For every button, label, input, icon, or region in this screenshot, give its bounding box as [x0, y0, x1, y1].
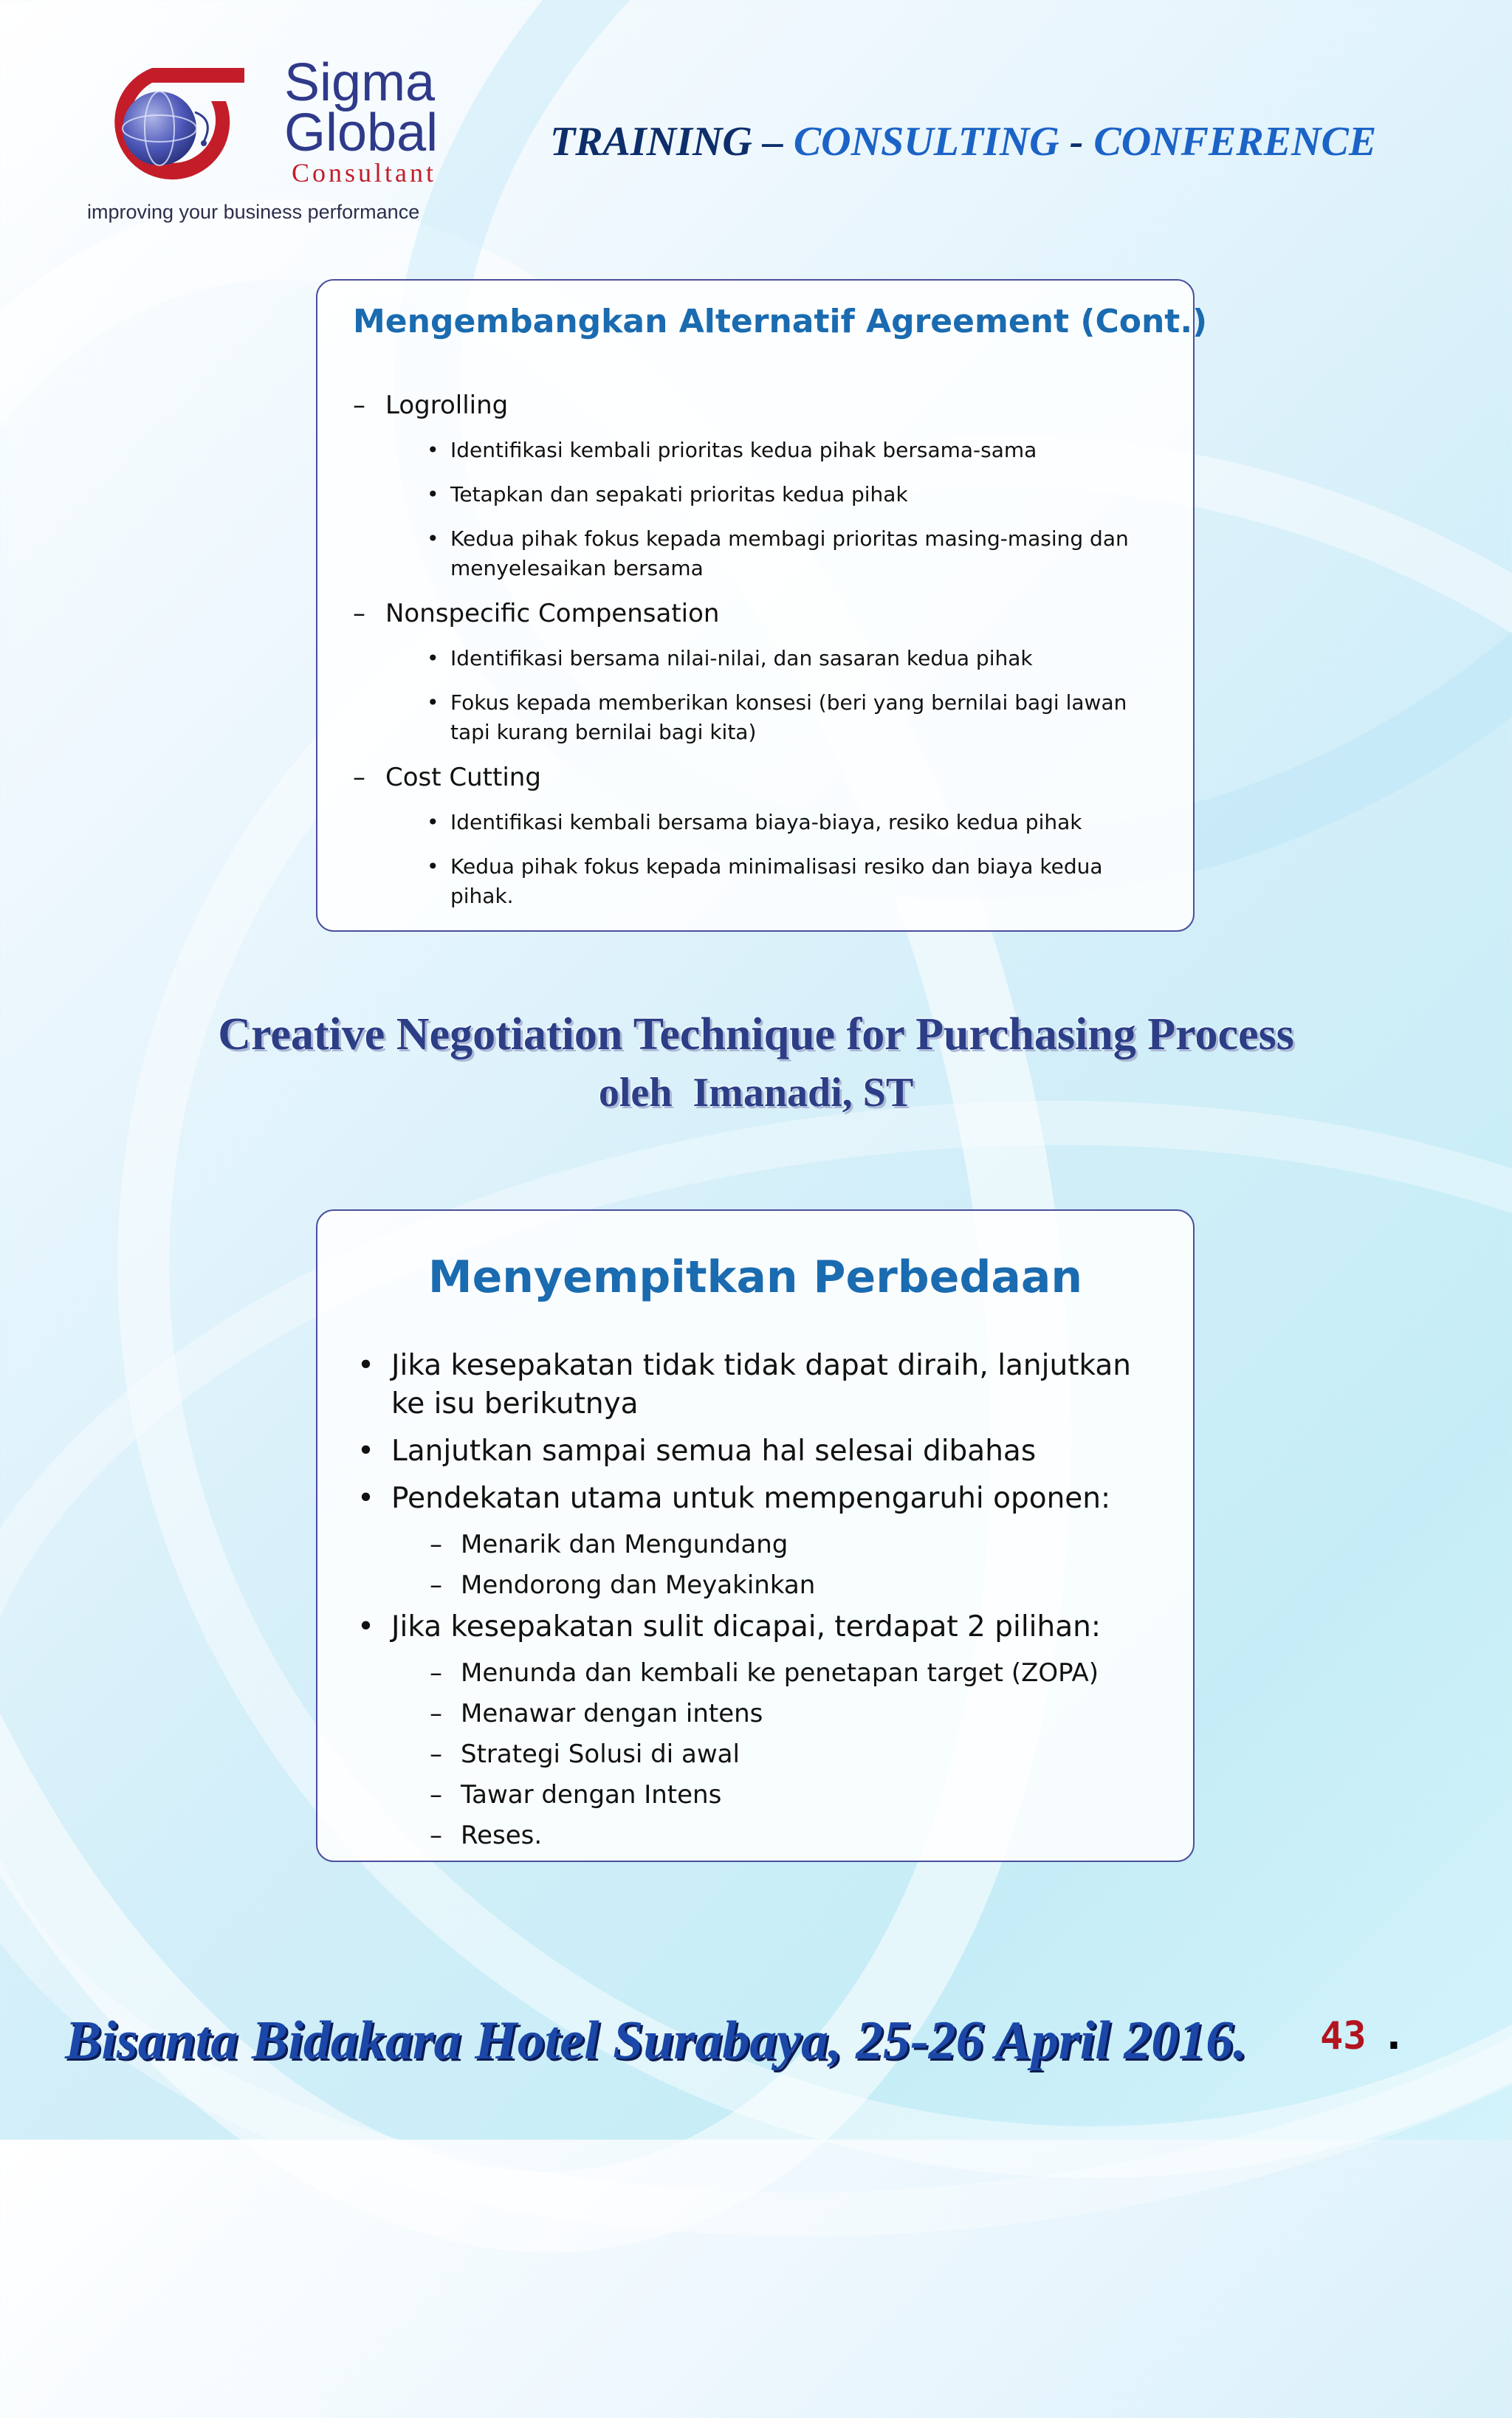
nav-conference: CONFERENCE: [1093, 119, 1377, 165]
section-heading: – Cost Cutting: [353, 762, 1164, 793]
nav-consulting: CONSULTING: [793, 119, 1059, 165]
header-services: [550, 118, 1376, 165]
bullet-item: • Kedua pihak fokus kepada minimalisasi resiko dan biaya kedua pihak.: [427, 852, 1164, 911]
nav-separator: -: [1059, 119, 1094, 165]
sub-bullet-item: – Menawar dengan intens: [430, 1696, 1166, 1731]
logo-tagline: improving your business performance: [87, 201, 420, 223]
bullet-item: • Identifikasi kembali prioritas kedua pihak bersama-sama: [427, 436, 1164, 465]
slide-content: [353, 1347, 1166, 1858]
bullet-item: • Lanjutkan sampai semua hal selesai dibahas: [353, 1432, 1166, 1471]
slide-alternatif-agreement: [316, 279, 1208, 932]
sub-bullet-item: – Menarik dan Mengundang: [430, 1527, 1166, 1562]
sub-bullet-item: – Menunda dan kembali ke penetapan target (ZOPA): [430, 1655, 1166, 1691]
logo-name-global: Global: [284, 103, 439, 162]
sub-bullet-item: – Reses.: [430, 1818, 1166, 1853]
bullet-item: • Jika kesepakatan sulit dicapai, terdapat 2 pilihan:: [353, 1608, 1166, 1646]
bullet-item: • Jika kesepakatan tidak tidak dapat diraih, lanjutkan ke isu berikutnya: [353, 1347, 1166, 1423]
bullet-item: • Fokus kepada memberikan konsesi (beri yang bernilai bagi lawan tapi kurang bernilai bagi kita): [427, 688, 1164, 747]
section-heading: – Logrolling: [353, 390, 1164, 421]
sub-bullet-item: – Mendorong dan Meyakinkan: [430, 1567, 1166, 1603]
slide-title: Mengembangkan Alternatif Agreement (Cont.): [353, 303, 1208, 340]
bullet-item: • Kedua pihak fokus kepada membagi prioritas masing-masing dan menyelesaikan bersama: [427, 524, 1164, 583]
slide-content: [353, 390, 1164, 926]
course-title: Creative Negotiation Technique for Purchasing Process: [218, 1009, 1294, 1059]
logo-name-sigma: Sigma: [284, 53, 436, 112]
slide-title: Menyempitkan Perbedaan: [427, 1251, 1083, 1303]
bullet-item: • Identifikasi kembali bersama biaya-biaya, resiko kedua pihak: [427, 808, 1164, 837]
nav-separator: –: [752, 119, 794, 165]
sub-bullet-item: – Tawar dengan Intens: [430, 1777, 1166, 1813]
bullet-item: • Tetapkan dan sepakati prioritas kedua pihak: [427, 480, 1164, 509]
course-author: oleh Imanadi, ST: [598, 1070, 914, 1116]
page-number: 43: [1320, 2014, 1367, 2058]
logo-wordmark: [284, 53, 439, 188]
logo-name-consultant: Consultant: [292, 158, 437, 188]
slide-menyempitkan-perbedaan: [316, 1209, 1195, 1862]
section-heading: – Nonspecific Compensation: [353, 598, 1164, 629]
nav-training: TRAINING: [550, 119, 752, 165]
bullet-item: • Pendekatan utama untuk mempengaruhi oponen:: [353, 1480, 1166, 1518]
page-number-dot: .: [1386, 2014, 1401, 2058]
bullet-item: • Identifikasi bersama nilai-nilai, dan sasaran kedua pihak: [427, 644, 1164, 673]
sigma-logo-icon: [86, 61, 255, 186]
footer-venue: Bisanta Bidakara Hotel Surabaya, 25-26 April 2016.: [65, 2010, 1247, 2071]
sub-bullet-item: – Strategi Solusi di awal: [430, 1737, 1166, 1772]
